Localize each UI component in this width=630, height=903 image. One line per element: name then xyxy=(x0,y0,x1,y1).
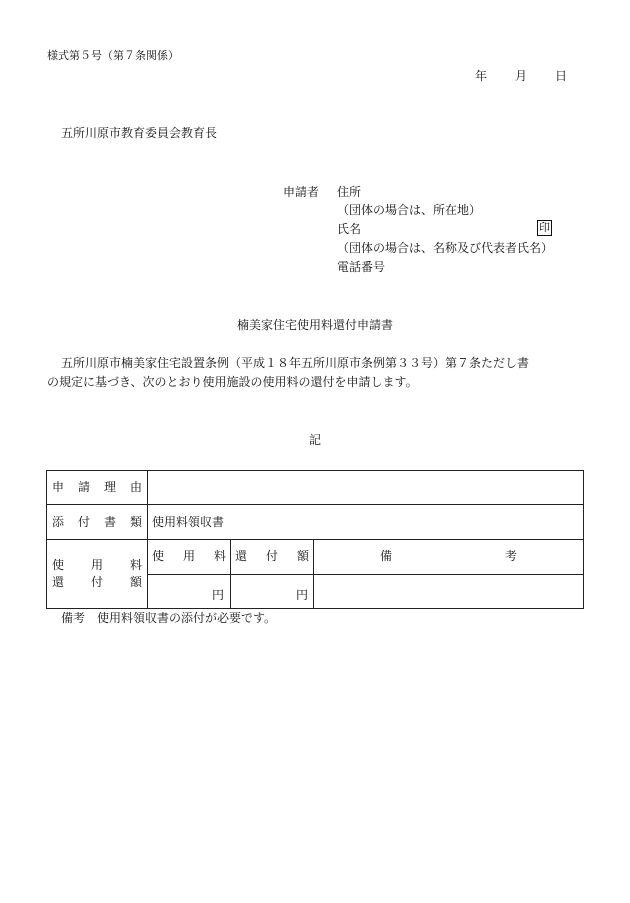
reason-label: 申 請 理 由 xyxy=(52,480,142,494)
applicant-label: 申請者 xyxy=(283,185,320,199)
col-remarks-header-2: 考 xyxy=(505,549,518,563)
col-fee-header: 使 用 料 xyxy=(152,549,226,563)
document-title: 楠美家住宅使用料還付申請書 xyxy=(236,318,393,332)
refund-unit: 円 xyxy=(296,588,309,602)
seal-mark: 印 xyxy=(539,221,550,234)
address-label: 住所 xyxy=(337,185,362,199)
date-day: 日 xyxy=(555,69,568,83)
name-note: （団体の場合は、名称及び代表者氏名） xyxy=(337,241,554,255)
col-remarks-header-1: 備 xyxy=(380,549,393,563)
phone-label: 電話番号 xyxy=(337,260,386,274)
date-year: 年 xyxy=(475,69,488,83)
date-month: 月 xyxy=(515,69,528,83)
fee-label: 使 用 料 xyxy=(52,558,142,572)
form-number: 様式第５号（第７条関係） xyxy=(47,49,179,62)
address-note: （団体の場合は、所在地） xyxy=(337,203,482,217)
refund-label: 還 付 額 xyxy=(52,575,142,589)
fee-unit: 円 xyxy=(212,588,225,602)
body-line-2: の規定に基づき、次のとおり使用施設の使用料の還付を申請します。 xyxy=(47,375,418,389)
body-line-1: 五所川原市楠美家住宅設置条例（平成１８年五所川原市条例第３３号）第７条ただし書 xyxy=(61,356,530,370)
col-refund-header: 還 付 額 xyxy=(235,549,309,563)
attachment-label: 添 付 書 類 xyxy=(52,515,142,529)
note: 備考 使用料領収書の添付が必要です。 xyxy=(61,611,277,625)
addressee: 五所川原市教育委員会教育長 xyxy=(61,126,218,140)
name-label: 氏名 xyxy=(337,222,362,236)
application-table xyxy=(46,470,584,609)
ki-mark: 記 xyxy=(308,433,321,447)
attachment-value: 使用料領収書 xyxy=(152,515,225,529)
